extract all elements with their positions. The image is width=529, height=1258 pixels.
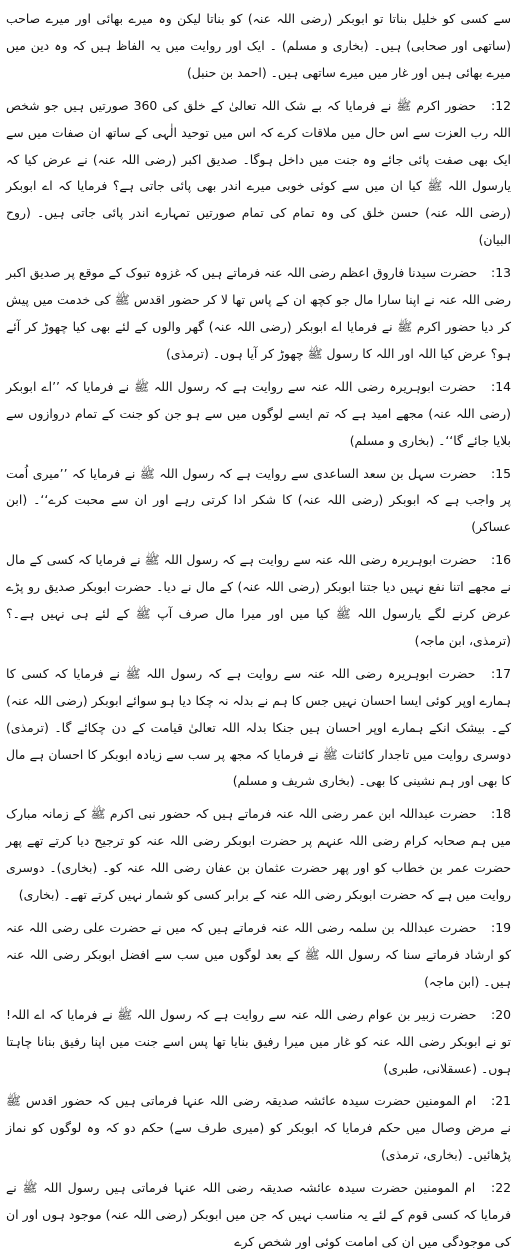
paragraph-13 bbox=[6, 260, 511, 368]
paragraph-20 bbox=[6, 1002, 511, 1083]
paragraph-19 bbox=[6, 915, 511, 996]
paragraph-text: سے کسی کو خلیل بناتا تو ابوبکر (رضی اللہ عنہ) کو بناتا لیکن وہ میرے بھائی اور میرے صاحب (ساتھی اور صحابی) ہیں۔ (بخاری و مسلم) ۔ ایک اور روایت میں یہ الفاظ ہیں کہ وہ دین میں میرے بھائی ہیں اور غار میں میرے ساتھی ہیں۔ (احمد بن حنبل) bbox=[6, 11, 511, 80]
paragraph-number: 12: bbox=[491, 97, 511, 113]
paragraph-12 bbox=[6, 93, 511, 254]
paragraph-number: 19: bbox=[491, 920, 511, 935]
paragraph-text: حضرت ابوہریرہ رضی اللہ عنہ سے روایت ہے کہ رسول اللہ ﷺ نے فرمایا کہ کسی کے مال نے مجھے اتنا نفع نہیں دیا جتنا ابوبکر (رضی اللہ عنہ) کے مال نے دیا۔ حضرت ابوبکر صدیق رو پڑے عرض کرنے لگے یارسول اللہ ﷺ کیا میں اور میرا مال صرف آپ ﷺ کے لئے ہی نہیں ہے۔؟ (ترمذی، ابن ماجہ) bbox=[6, 552, 511, 648]
paragraph-text: ام المومنین حضرت سیدہ عائشہ صدیقہ رضی اللہ عنہا فرماتی ہیں رسول اللہ ﷺ نے فرمایا کہ کسی قوم کے لئے یہ مناسب نہیں کہ جن میں ابوبکر (رضی اللہ عنہ) موجود ہوں اور ان کی موجودگی میں ان کی امامت کوئی اور شخص کرے bbox=[6, 1180, 511, 1249]
paragraph-number: 20: bbox=[491, 1006, 511, 1022]
paragraph-number: 15: bbox=[491, 465, 511, 481]
paragraph-text: حضرت ابوہریرہ رضی اللہ عنہ سے روایت ہے کہ رسول اللہ ﷺ نے فرمایا کہ ’’اے ابوبکر (رضی اللہ عنہ) مجھے امید ہے کہ تم ایسے لوگوں میں سے ہو جن کو جنت کے تمام دروازوں سے بلایا جائے گا‘‘۔ (بخاری و مسلم) bbox=[6, 378, 511, 448]
paragraph-text: ام المومنین حضرت سیدہ عائشہ صدیقہ رضی اللہ عنہا فرماتی ہیں کہ حضور اقدس ﷺ نے مرض وصال میں حکم فرمایا کہ ابوبکر کو (میری طرف سے) حکم دو کہ وہ لوگوں کو نماز پڑھائیں۔ (بخاری، ترمذی) bbox=[6, 1093, 511, 1163]
paragraph-text: حضرت عبداللہ ابن عمر رضی اللہ عنہ فرماتے ہیں کہ حضور نبی اکرم ﷺ کے زمانہ مبارک میں ہم صحابہ کرام رضی اللہ عنہم پر حضرت ابوبکر رضی اللہ عنہ کو ترجیح دیا کرتے تھے پھر حضرت عمر بن خطاب کو اور پھر حضرت عثمان بن عفان رضی اللہ عنہ کو۔ (بخاری)۔ دوسری روایت میں ہے کہ حضرت ابوبکر رضی اللہ عنہ کے برابر کسی کو شمار نہیں کرتے تھے۔ (بخاری) bbox=[6, 806, 511, 903]
paragraph-text: حضور اکرم ﷺ نے فرمایا کہ بے شک اللہ تعالیٰ کے خلق کی 360 صورتیں ہیں جو شخص اللہ رب العزت سے اس حال میں ملاقات کرے کہ اس میں توحید الٰہی کے ساتھ ان صفات میں سے ایک بھی صفت پائی جائے وہ جنت میں داخل ہوگا۔ صدیق اکبر (رضی اللہ عنہ) نے عرض کیا کہ یارسول اللہ ﷺ کیا ان میں سے کوئی خوبی میرے اندر بھی پائی جاتی ہے؟ فرمایا کہ اے ابوبکر (رضی اللہ عنہ) حسن خلق کی وہ تمام کی تمام صورتیں تمہارے اندر پائی جاتی ہیں۔ (روح البیان) bbox=[6, 97, 511, 248]
paragraph-number: 13: bbox=[491, 265, 511, 281]
paragraph-number: 16: bbox=[491, 552, 511, 568]
paragraph-text: حضرت سیدنا فاروق اعظم رضی اللہ عنہ فرماتے ہیں کہ غزوہ تبوک کے موقع پر صدیق اکبر رضی اللہ عنہ نے اپنا سارا مال جو کچھ ان کے پاس تھا لا کر حضور اقدس ﷺ کی خدمت میں پیش کر دیا حضور اکرم ﷺ نے فرمایا اے ابوبکر (رضی اللہ عنہ) گھر والوں کے لئے بھی کیا چھوڑ کر آئے ہو؟ عرض کیا اللہ اور اللہ کا رسول ﷺ چھوڑ کر آیا ہوں۔ (ترمذی) bbox=[6, 265, 511, 361]
paragraph-14 bbox=[6, 374, 511, 455]
paragraph-22 bbox=[6, 1175, 511, 1256]
paragraph-18 bbox=[6, 801, 511, 909]
paragraph-number: 22: bbox=[491, 1180, 511, 1196]
paragraph-16 bbox=[6, 547, 511, 655]
paragraph-text: حضرت زبیر بن عوام رضی اللہ عنہ سے روایت ہے کہ رسول اللہ ﷺ نے فرمایا کہ اے اللہ! تو نے ابوبکر رضی اللہ عنہ کو غار میں میرا رفیق بنایا تھا پس اسے جنت میں اپنا رفیق بنانا چاہتا ہوں۔ (عسقلانی، طبری) bbox=[6, 1006, 511, 1076]
paragraph-text: حضرت ابوہریرہ رضی اللہ عنہ سے روایت ہے کہ رسول اللہ ﷺ نے فرمایا کہ کسی کا ہمارے اوپر کوئی ایسا احسان نہیں جس کا ہم نے بدلہ نہ چکا دیا ہو سوائے ابوبکر (رضی اللہ عنہ) کے۔ بیشک انکے ہمارے اوپر احسان ہیں جنکا بدلہ اللہ تعالیٰ قیامت کے دن چکائے گا۔ (ترمذی) دوسری روایت میں تاجدار کائنات ﷺ نے فرمایا کہ مجھ پر سب سے زیادہ ابوبکر کا احسان ہے مال کا بھی اور ہم نشینی کا بھی۔ (بخاری شریف و مسلم) bbox=[6, 665, 511, 789]
paragraph-text: حضرت سہل بن سعد الساعدی سے روایت ہے کہ رسول اللہ ﷺ نے فرمایا کہ ’’میری اُمت پر واجب ہے کہ ابوبکر (رضی اللہ عنہ) کا شکر ادا کرتی رہے اور ان سے محبت کرے‘‘۔ (ابن عساکر) bbox=[6, 465, 511, 535]
paragraph-number: 17: bbox=[491, 665, 511, 681]
paragraph-number: 18: bbox=[491, 806, 511, 822]
paragraph-21 bbox=[6, 1088, 511, 1169]
paragraph-number: 14: bbox=[491, 378, 511, 394]
paragraph-number: 21: bbox=[491, 1093, 511, 1109]
paragraph-11-continued bbox=[6, 6, 511, 87]
paragraph-17 bbox=[6, 661, 511, 796]
paragraph-text: حضرت عبداللہ بن سلمہ رضی اللہ عنہ فرماتے ہیں کہ میں نے حضرت علی رضی اللہ عنہ کو ارشاد فرماتے سنا کہ رسول اللہ ﷺ کے بعد لوگوں میں سب سے افضل ابوبکر رضی اللہ عنہ ہیں۔ (ابن ماجہ) bbox=[6, 920, 511, 989]
paragraph-15 bbox=[6, 461, 511, 542]
